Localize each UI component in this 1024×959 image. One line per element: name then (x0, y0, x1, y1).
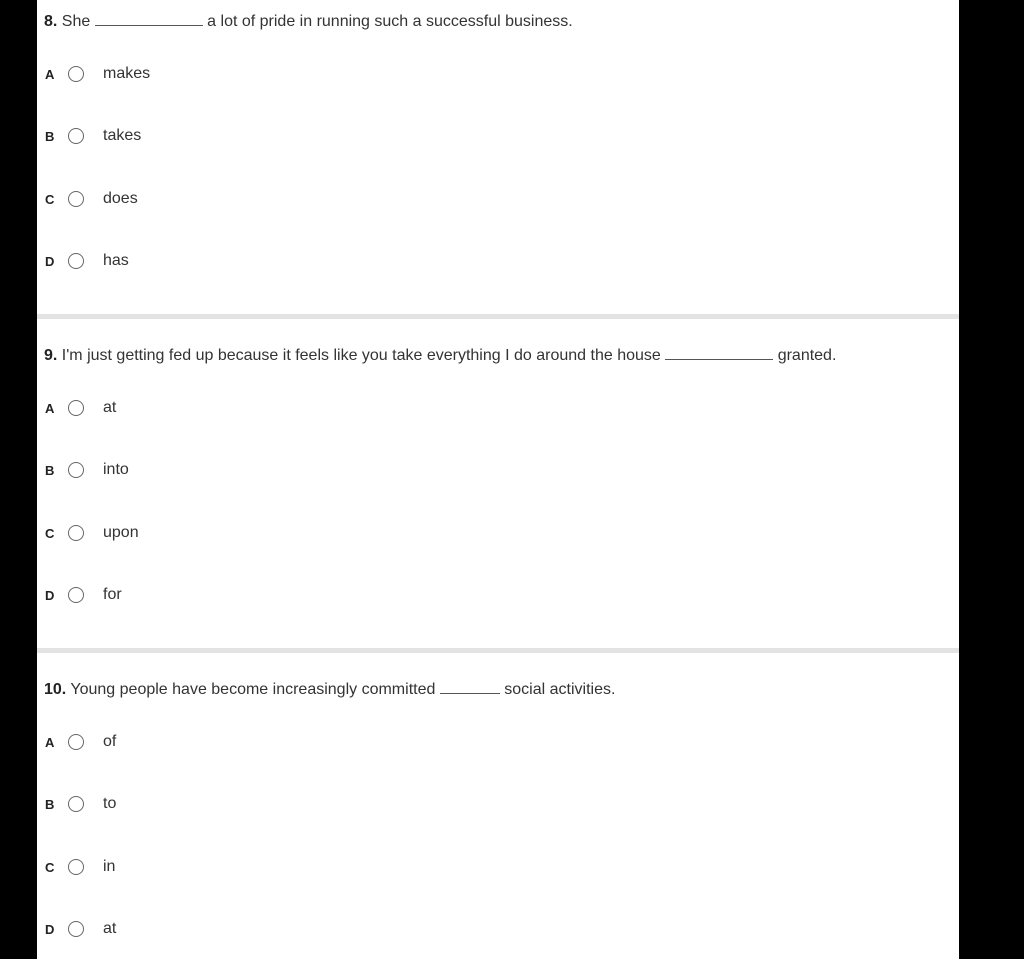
question-text (44, 344, 836, 367)
question-number: 9. (44, 347, 58, 364)
option-letter: C (45, 192, 55, 207)
option-b[interactable] (37, 460, 337, 484)
option-letter: B (45, 797, 55, 812)
radio-button[interactable] (68, 921, 84, 937)
option-letter: B (45, 129, 55, 144)
option-label[interactable]: in (103, 858, 116, 875)
radio-button[interactable] (68, 191, 84, 207)
option-label[interactable]: at (103, 399, 117, 416)
option-b[interactable] (37, 794, 337, 818)
option-a[interactable] (37, 732, 337, 756)
question-text (44, 678, 615, 701)
option-label[interactable]: has (103, 252, 129, 269)
option-a[interactable] (37, 398, 337, 422)
answer-blank (95, 10, 203, 26)
question-text-after: social activities. (504, 681, 616, 698)
option-letter: A (45, 67, 55, 82)
answer-blank (440, 678, 500, 694)
quiz-panel (37, 0, 959, 959)
option-a[interactable] (37, 64, 337, 88)
question-number: 10. (44, 681, 67, 698)
radio-button[interactable] (68, 66, 84, 82)
option-d[interactable] (37, 251, 337, 275)
option-letter: C (45, 526, 55, 541)
option-letter: D (45, 254, 55, 269)
radio-button[interactable] (68, 587, 84, 603)
option-label[interactable]: makes (103, 65, 151, 82)
radio-button[interactable] (68, 253, 84, 269)
option-letter: D (45, 588, 55, 603)
answer-blank (665, 344, 773, 360)
option-label[interactable]: into (103, 461, 129, 478)
question-text-after: granted. (777, 347, 837, 364)
option-d[interactable] (37, 919, 337, 943)
question-text-before: I'm just getting fed up because it feels like you take everything I do around the house (61, 347, 661, 364)
radio-button[interactable] (68, 462, 84, 478)
radio-button[interactable] (68, 796, 84, 812)
option-d[interactable] (37, 585, 337, 609)
option-letter: D (45, 922, 55, 937)
option-label[interactable]: for (103, 586, 122, 603)
option-label[interactable]: at (103, 920, 117, 937)
option-label[interactable]: takes (103, 127, 142, 144)
option-c[interactable] (37, 189, 337, 213)
option-label[interactable]: to (103, 795, 117, 812)
option-label[interactable]: of (103, 733, 117, 750)
option-letter: B (45, 463, 55, 478)
question-text-after: a lot of pride in running such a successful business. (207, 13, 573, 30)
radio-button[interactable] (68, 128, 84, 144)
option-letter: A (45, 401, 55, 416)
option-letter: C (45, 860, 55, 875)
radio-button[interactable] (68, 525, 84, 541)
question-text-before: Young people have become increasingly committed (70, 681, 436, 698)
option-label[interactable]: upon (103, 524, 139, 541)
question-number: 8. (44, 13, 58, 30)
radio-button[interactable] (68, 734, 84, 750)
option-label[interactable]: does (103, 190, 138, 207)
section-divider (37, 314, 959, 319)
question-text-before: She (61, 13, 91, 30)
option-letter: A (45, 735, 55, 750)
option-c[interactable] (37, 857, 337, 881)
question-text (44, 10, 573, 33)
option-b[interactable] (37, 126, 337, 150)
radio-button[interactable] (68, 400, 84, 416)
option-c[interactable] (37, 523, 337, 547)
radio-button[interactable] (68, 859, 84, 875)
section-divider (37, 648, 959, 653)
